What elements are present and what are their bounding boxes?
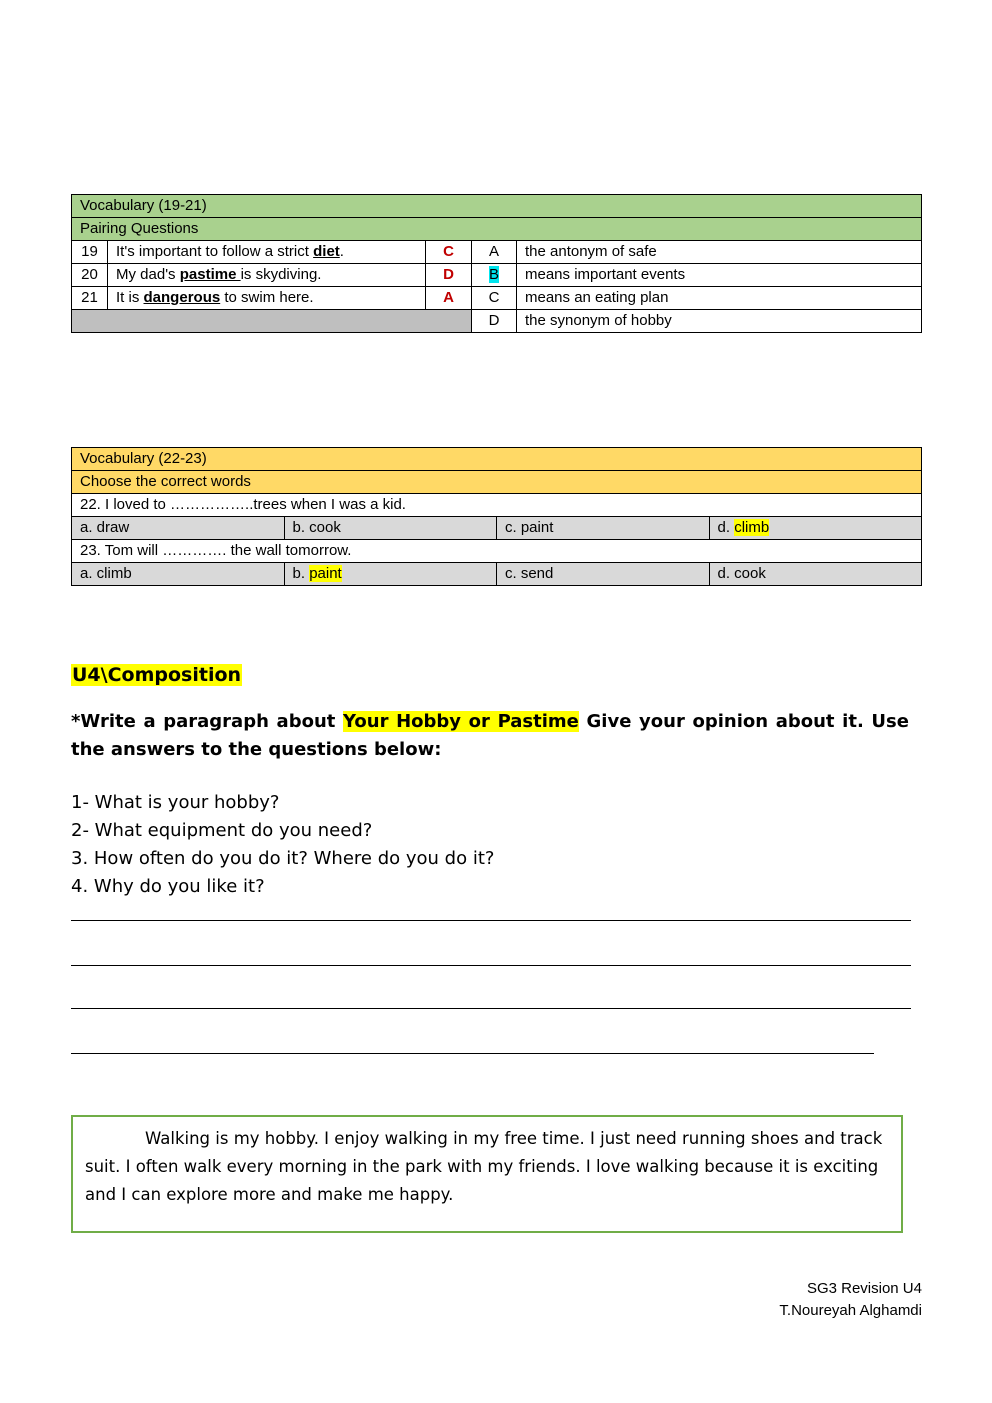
answer-line[interactable] [71, 1053, 874, 1054]
vocab1-title: Vocabulary (19-21) [72, 195, 922, 218]
answer-line[interactable] [71, 965, 911, 966]
meaning: means important events [517, 264, 922, 287]
row-number: 20 [72, 264, 108, 287]
answer-line[interactable] [71, 920, 911, 921]
option-a: a. climb [72, 563, 285, 586]
footer-teacher: T.Noureyah Alghamdi [779, 1302, 922, 1319]
option-letter: D [472, 310, 517, 333]
option-b: b. paint [284, 563, 497, 586]
sentence: It's important to follow a strict diet. [108, 241, 426, 264]
table-row [72, 287, 922, 310]
sentence: My dad's pastime is skydiving. [108, 264, 426, 287]
option-c: c. paint [497, 517, 710, 540]
option-a: a. draw [72, 517, 285, 540]
option-letter: C [472, 287, 517, 310]
question-23: 23. Tom will …………. the wall tomorrow. [72, 540, 922, 563]
question-4: 4. Why do you like it? [71, 876, 265, 897]
table-row [72, 241, 922, 264]
composition-title: U4\Composition [72, 664, 242, 686]
meaning: the synonym of hobby [517, 310, 922, 333]
vocab-pairing-table [71, 194, 922, 333]
row-number: 19 [72, 241, 108, 264]
composition-prompt: *Write a paragraph about Your Hobby or Pastime Give your opinion about it. Use the answers to the questions below: [71, 711, 909, 760]
meaning: the antonym of safe [517, 241, 922, 264]
options-row [72, 563, 922, 586]
answer: D [426, 264, 472, 287]
question-2: 2- What equipment do you need? [71, 820, 373, 841]
vocab1-subtitle: Pairing Questions [72, 218, 922, 241]
vocab-choose-table [71, 447, 922, 586]
answer: C [426, 241, 472, 264]
vocab2-title: Vocabulary (22-23) [72, 448, 922, 471]
option-d: d. climb [709, 517, 922, 540]
row-number: 21 [72, 287, 108, 310]
question-3: 3. How often do you do it? Where do you do it? [71, 848, 495, 869]
option-d: d. cook [709, 563, 922, 586]
option-c: c. send [497, 563, 710, 586]
empty-cell [72, 310, 472, 333]
table-row [72, 310, 922, 333]
option-letter: B [472, 264, 517, 287]
option-b: b. cook [284, 517, 497, 540]
table-row [72, 264, 922, 287]
answer-line[interactable] [71, 1008, 911, 1009]
footer-course: SG3 Revision U4 [806, 1280, 922, 1297]
question-22: 22. I loved to ……………..trees when I was a kid. [72, 494, 922, 517]
options-row [72, 517, 922, 540]
sample-answer: Walking is my hobby. I enjoy walking in my free time. I just need running shoes and track suit. I often walk every morning in the park with my friends. I love walking because it is exciting and I can explore more and make me happy. [85, 1129, 883, 1204]
meaning: means an eating plan [517, 287, 922, 310]
sample-answer-box [71, 1115, 903, 1233]
vocab2-subtitle: Choose the correct words [72, 471, 922, 494]
answer: A [426, 287, 472, 310]
option-letter: A [472, 241, 517, 264]
sentence: It is dangerous to swim here. [108, 287, 426, 310]
question-1: 1- What is your hobby? [71, 792, 280, 813]
